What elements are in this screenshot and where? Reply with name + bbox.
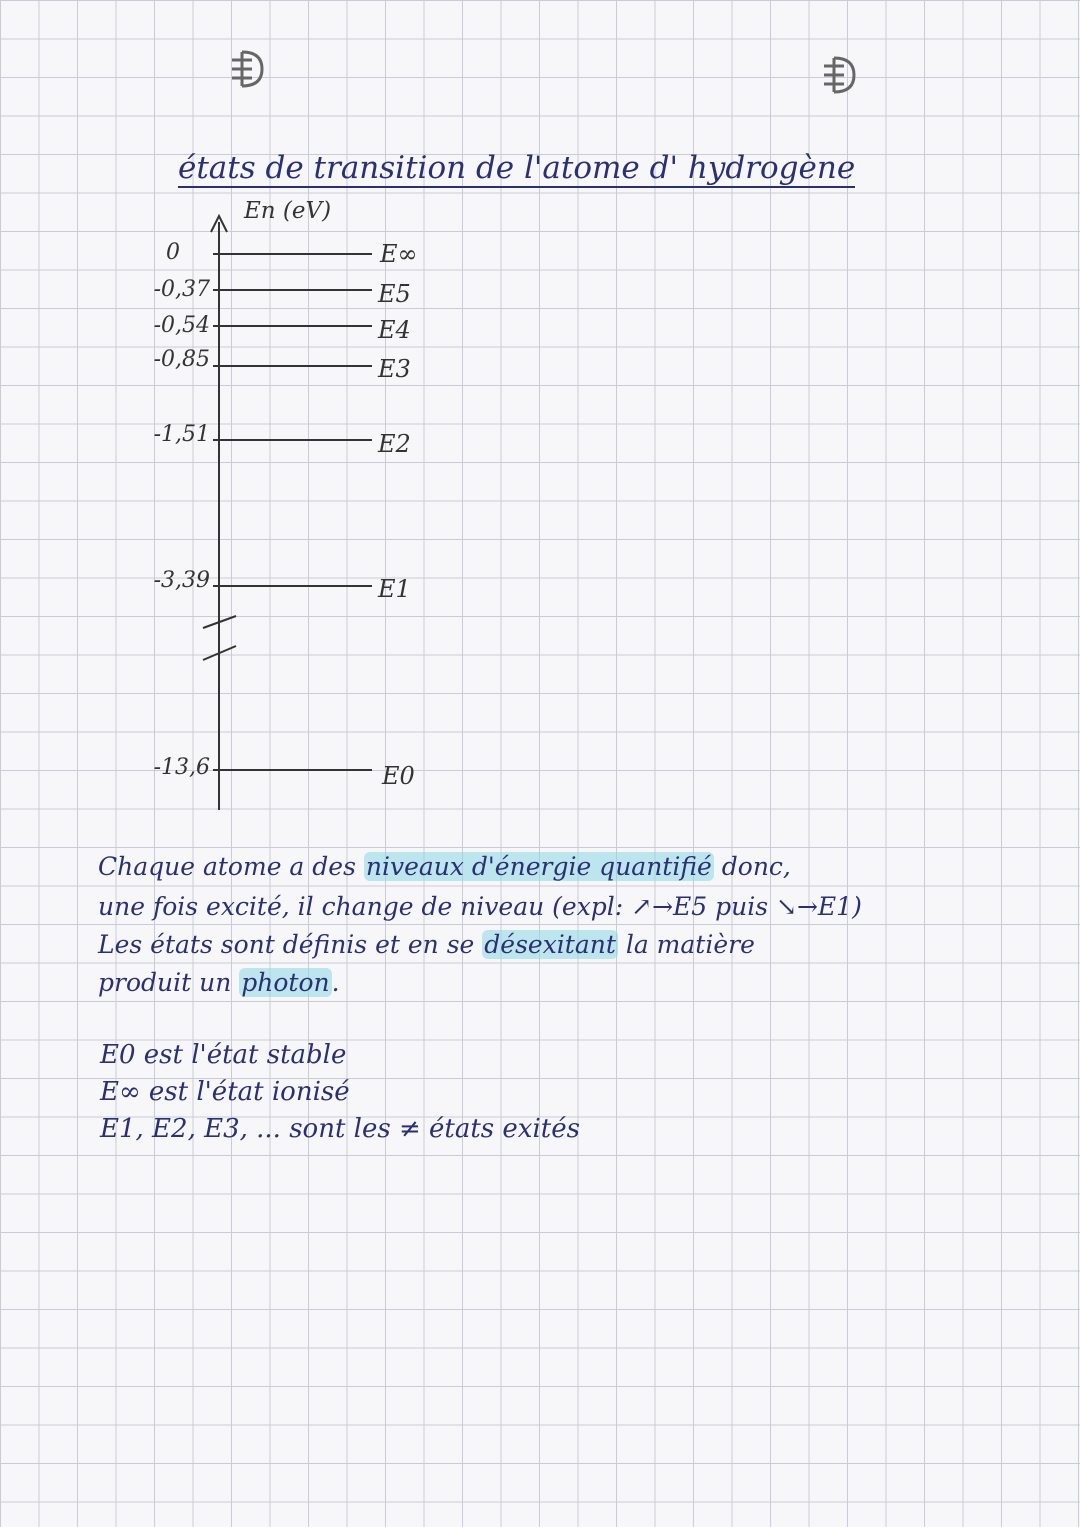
text: donc, [713,852,791,881]
paragraph-line [98,930,755,959]
level-value: -1,51 [153,422,210,447]
level-name: E5 [378,280,411,308]
level-name: E0 [382,762,415,790]
level-name: E3 [378,355,411,383]
note-line: E∞ est l'état ionisé [100,1077,350,1107]
level-name: E∞ [380,240,418,268]
highlight: niveaux d'énergie quantifié [365,852,712,881]
note-line: E1, E2, E3, ... sont les ≠ états exités [100,1114,580,1144]
level-name: E1 [378,575,411,603]
level-name: E4 [378,316,411,344]
highlight: désexitant [484,930,616,959]
level-value: -0,85 [153,347,210,372]
level-value: -0,54 [153,313,210,338]
note-line: E0 est l'état stable [100,1040,347,1070]
text: la matière [617,930,755,959]
title-text: états de transition de l'atome d' [178,150,688,186]
axis-label: En (eV) [244,198,332,224]
highlight: photon [241,968,330,997]
title-hydrogen: hydrogène [687,150,856,186]
level-value: -3,39 [153,568,210,593]
level-value: 0 [166,240,180,265]
text: Les états sont définis et en se [98,930,483,959]
text: . [331,968,340,997]
level-value: -0,37 [153,277,210,302]
paragraph-line [98,852,791,881]
text: produit un [98,968,240,997]
level-name: E2 [378,430,411,458]
paragraph-line [98,968,340,997]
paragraph-line: une fois excité, il change de niveau (expl: ↗→E5 puis ↘→E1) [98,892,862,921]
text: Chaque atome a des [98,852,364,881]
level-value: -13,6 [153,755,210,780]
